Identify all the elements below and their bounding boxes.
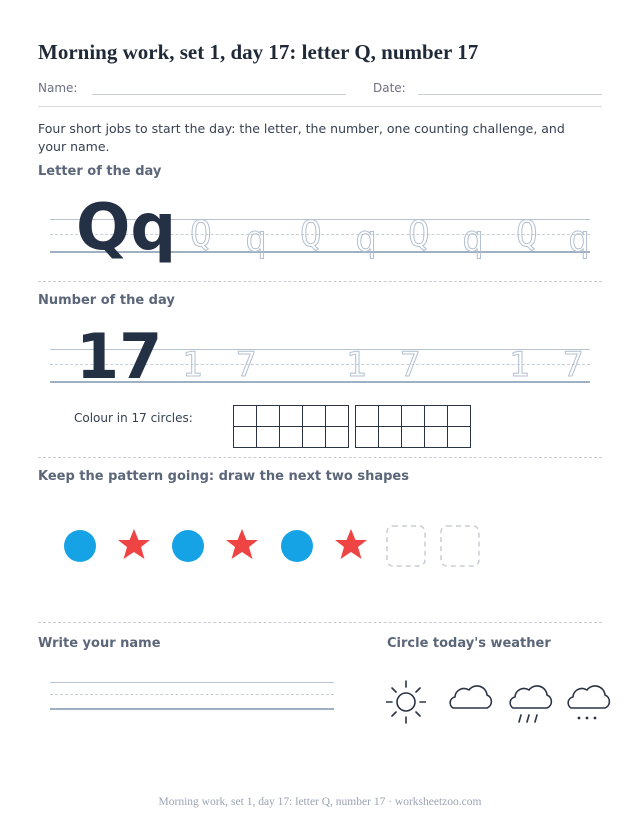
ten-frame-cell[interactable]	[234, 406, 257, 427]
trace-digit[interactable]: 7	[400, 345, 421, 385]
pattern-star-shape	[226, 529, 258, 559]
ten-frame-cell[interactable]	[425, 406, 448, 427]
pattern-circle-shape	[281, 530, 313, 562]
date-label: Date:	[373, 81, 406, 95]
name-guide-top	[50, 682, 334, 683]
ten-frame-cell[interactable]	[356, 406, 379, 427]
cloud-icon[interactable]	[445, 680, 495, 714]
date-field[interactable]	[418, 94, 602, 95]
trace-digit[interactable]: 7	[236, 345, 257, 385]
colour-instruction: Colour in 17 circles:	[74, 411, 193, 425]
number-section-heading: Number of the day	[38, 293, 175, 308]
letter-model: Qq	[76, 191, 177, 265]
pattern-circle-shape	[172, 530, 204, 562]
pattern-row	[50, 516, 510, 576]
trace-letter-upper[interactable]: Q	[300, 214, 322, 255]
trace-letter-lower[interactable]: q	[462, 219, 484, 260]
ten-frame-cell[interactable]	[280, 406, 303, 427]
ten-frame-cell[interactable]	[356, 427, 379, 448]
pattern-star-shape	[335, 529, 367, 559]
ten-frame-cell[interactable]	[402, 427, 425, 448]
trace-digit[interactable]: 1	[182, 345, 203, 385]
letter-section-heading: Letter of the day	[38, 164, 162, 179]
ten-frame-cell[interactable]	[234, 427, 257, 448]
trace-digit[interactable]: 1	[509, 345, 530, 385]
sun-icon[interactable]	[386, 678, 426, 726]
ten-frame-cell[interactable]	[280, 427, 303, 448]
ten-frame-cell[interactable]	[448, 427, 471, 448]
pattern-blank-box[interactable]	[441, 526, 479, 566]
footer: Morning work, set 1, day 17: letter Q, number 17 · worksheetzoo.com	[158, 796, 482, 808]
ten-frame-cell[interactable]	[379, 406, 402, 427]
pattern-star-shape	[118, 529, 150, 559]
pattern-section-heading: Keep the pattern going: draw the next two shapes	[38, 469, 409, 484]
ten-frame-cell[interactable]	[257, 406, 280, 427]
ten-frame-cell[interactable]	[448, 406, 471, 427]
ten-frame-cell[interactable]	[326, 406, 349, 427]
ten-frame-cell[interactable]	[379, 427, 402, 448]
section-divider	[38, 457, 602, 458]
trace-letter-lower[interactable]: q	[568, 219, 590, 260]
trace-letter-upper[interactable]: Q	[190, 214, 212, 255]
trace-letter-lower[interactable]: q	[245, 219, 267, 260]
snow-icon[interactable]	[563, 680, 613, 728]
ten-frame-cell[interactable]	[425, 427, 448, 448]
ten-frame-cell[interactable]	[326, 427, 349, 448]
trace-letter-upper[interactable]: Q	[516, 214, 538, 255]
ten-frame-cell[interactable]	[303, 427, 326, 448]
page-title: Morning work, set 1, day 17: letter Q, number 17	[38, 40, 479, 64]
rain-icon[interactable]	[505, 680, 555, 728]
header-divider	[38, 106, 602, 107]
ten-frame-cell[interactable]	[303, 406, 326, 427]
ten-frame-cell[interactable]	[257, 427, 280, 448]
section-divider	[38, 281, 602, 282]
ten-frame[interactable]	[355, 405, 471, 448]
number-model: 17	[76, 320, 163, 393]
weather-section-heading: Circle today's weather	[387, 636, 551, 651]
ten-frame-cell[interactable]	[402, 406, 425, 427]
name-writing-line[interactable]	[50, 708, 334, 710]
name-field[interactable]	[92, 94, 346, 95]
trace-digit[interactable]: 7	[563, 345, 584, 385]
trace-digit[interactable]: 1	[346, 345, 367, 385]
trace-letter-lower[interactable]: q	[355, 219, 377, 260]
name-section-heading: Write your name	[38, 636, 161, 651]
name-label: Name:	[38, 81, 78, 95]
section-divider	[38, 622, 602, 623]
name-guide-mid	[50, 694, 334, 695]
ten-frame[interactable]	[233, 405, 349, 448]
pattern-blank-box[interactable]	[387, 526, 425, 566]
intro-text: Four short jobs to start the day: the letter, the number, one counting challenge, and your name.	[38, 121, 565, 154]
pattern-circle-shape	[64, 530, 96, 562]
trace-letter-upper[interactable]: Q	[408, 214, 430, 255]
